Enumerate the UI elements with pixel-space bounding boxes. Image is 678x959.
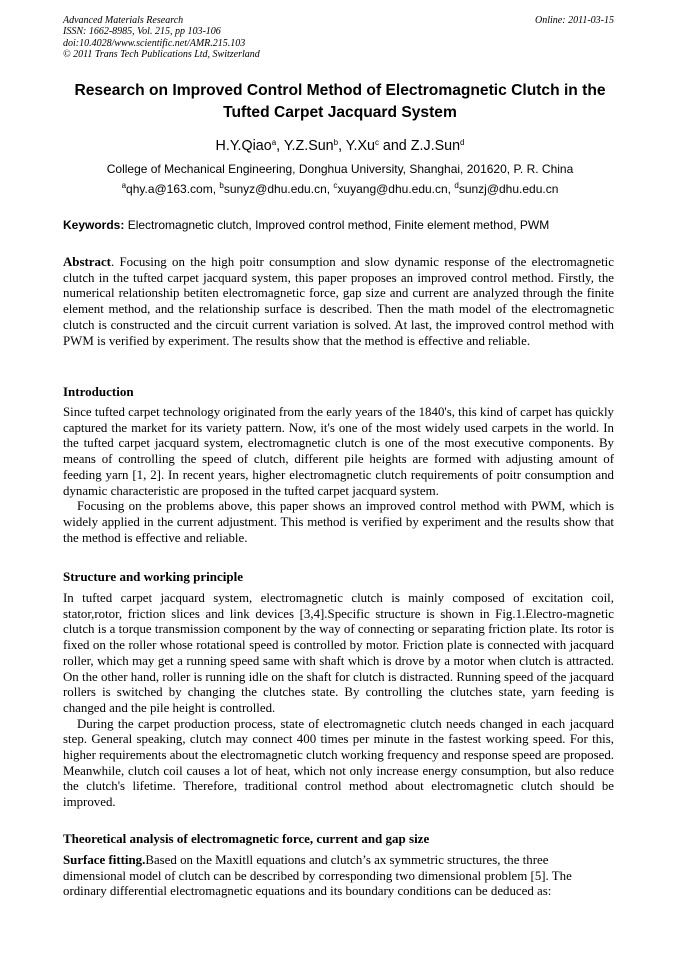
author: H.Y.Qiao bbox=[215, 138, 272, 154]
emails bbox=[50, 182, 630, 196]
journal-header bbox=[63, 15, 260, 60]
subsection-label: Surface fitting. bbox=[63, 853, 146, 867]
copyright: © 2011 Trans Tech Publications Ltd, Switzerland bbox=[63, 48, 260, 60]
paragraph: In tufted carpet jacquard system, electromagnetic clutch is mainly composed of excitation coil, stator,rotor, friction slices and link devices [3,4].Specific structure is shown in Fig.1.Electro-magnetic clutch is a torque transmission component by the way of connecting or separating friction plate. Its rotor is fixed on the roller whose rotational speed is controlled by motor. Friction plate is connected with jacquard roller, which may get a running speed same with shaft which is drove by a motor when clutch is attracted. On the other hand, roller is running idle on the shaft for clutch is distracted. Running speed of the jacquard rollers is switched by changing the clutches state. By controlling the clutches state, yarn feeding is changed and the pile height is controlled. bbox=[63, 591, 614, 715]
abstract-label: Abstract bbox=[63, 255, 111, 269]
section-heading-theory: Theoretical analysis of electromagnetic force, current and gap size bbox=[63, 831, 430, 846]
keywords-text: Electromagnetic clutch, Improved control method, Finite element method, PWM bbox=[124, 218, 550, 232]
paragraph: Focusing on the problems above, this paper shows an improved control method with PWM, which is widely applied in the current adjustment. This method is verified by experiment and the results show that the method is effective and reliable. bbox=[63, 499, 614, 545]
author: Y.Xu bbox=[345, 138, 375, 154]
title-line-2: Tufted Carpet Jacquard System bbox=[223, 104, 457, 121]
paper-title bbox=[50, 80, 630, 124]
online-date: Online: 2011-03-15 bbox=[535, 15, 614, 26]
keywords-label: Keywords: bbox=[63, 218, 125, 232]
author: Y.Z.Sun bbox=[283, 138, 334, 154]
abstract-text: . Focusing on the high poitr consumption and slow dynamic response of the electromagnetic clutch in the tufted carpet jacquard system, this paper proposes an improved control method. Firstly, the numerical relationship betiten electromagnetic force, gap size and current are analyzed through the finite element method, and the relationship surface is described. Then the math model of the electromagnetic clutch is constructed and the circuit current variation is solved. At last, the improved control method with PWM is verified by experiment. The results show that the method is effective and reliable. bbox=[63, 255, 614, 348]
keywords bbox=[63, 218, 549, 232]
author-sup: d bbox=[460, 138, 465, 147]
paragraph: Since tufted carpet technology originated from the early years of the 1840's, this kind of carpet has quickly captured the market for its variety pattern. Now, it's one of the most widely used carpets in the world. In the tufted carpet jacquard system, electromagnetic clutch is one of the most executive components. By means of controlling the speed of clutch, different pile heights are formed with adjusting amount of feeding yarn [1, 2]. In recent years, higher electromagnetic clutch requirements of poitr consumption and dynamic characteristic are proposed in the tufted carpet jacquard system. bbox=[63, 405, 614, 498]
theory-body bbox=[63, 853, 614, 900]
structure-body bbox=[63, 591, 614, 811]
paragraph: Based on the Maxitll equations and clutch’s ax symmetric structures, the three dimensional model of clutch can be described by corresponding two dimensional problem [5]. The ordinary differential electromagnetic equations and its boundary conditions can be deduced as: bbox=[63, 853, 572, 899]
author-sup: a bbox=[271, 138, 277, 147]
email: sunyz@dhu.edu.cn, bbox=[223, 182, 334, 196]
authors bbox=[50, 138, 630, 154]
author-sup: c bbox=[374, 138, 379, 147]
title-line-1: Research on Improved Control Method of Electromagnetic Clutch in the bbox=[74, 82, 606, 99]
author: Z.J.Sun bbox=[410, 138, 461, 154]
email: xuyang@dhu.edu.cn, bbox=[337, 182, 455, 196]
doi: doi:10.4028/www.scientific.net/AMR.215.103 bbox=[63, 37, 246, 49]
section-heading-introduction: Introduction bbox=[63, 384, 134, 399]
email-sup: a bbox=[121, 181, 127, 190]
email: sunzj@dhu.edu.cn bbox=[458, 182, 559, 196]
journal-name: Advanced Materials Research bbox=[63, 15, 184, 26]
email: qhy.a@163.com, bbox=[126, 182, 220, 196]
author-sup: b bbox=[333, 138, 339, 147]
abstract bbox=[63, 255, 614, 349]
sep: and bbox=[378, 138, 411, 154]
sep: , bbox=[338, 138, 346, 154]
issn: ISSN: 1662-8985, Vol. 215, pp 103-106 bbox=[63, 26, 221, 38]
email-sup: b bbox=[219, 181, 224, 190]
sep: , bbox=[276, 138, 284, 154]
email-sup: d bbox=[454, 181, 459, 190]
introduction-body bbox=[63, 405, 614, 546]
section-heading-structure: Structure and working principle bbox=[63, 569, 243, 584]
affiliation: College of Mechanical Engineering, Donghua University, Shanghai, 201620, P. R. China bbox=[106, 162, 574, 176]
email-sup: c bbox=[333, 181, 338, 190]
paragraph: During the carpet production process, state of electromagnetic clutch needs changed in each jacquard step. General speaking, clutch may connect 400 times per minute in the fastest working speed. For this, higher requirements about the electromagnetic clutch working frequency and response speed are proposed. Meanwhile, clutch coil causes a lot of heat, which not only increase energy consumption, but also reduce the clutch's lifetime. Therefore, traditional control method about electromagnetic clutch should be improved. bbox=[63, 716, 614, 810]
